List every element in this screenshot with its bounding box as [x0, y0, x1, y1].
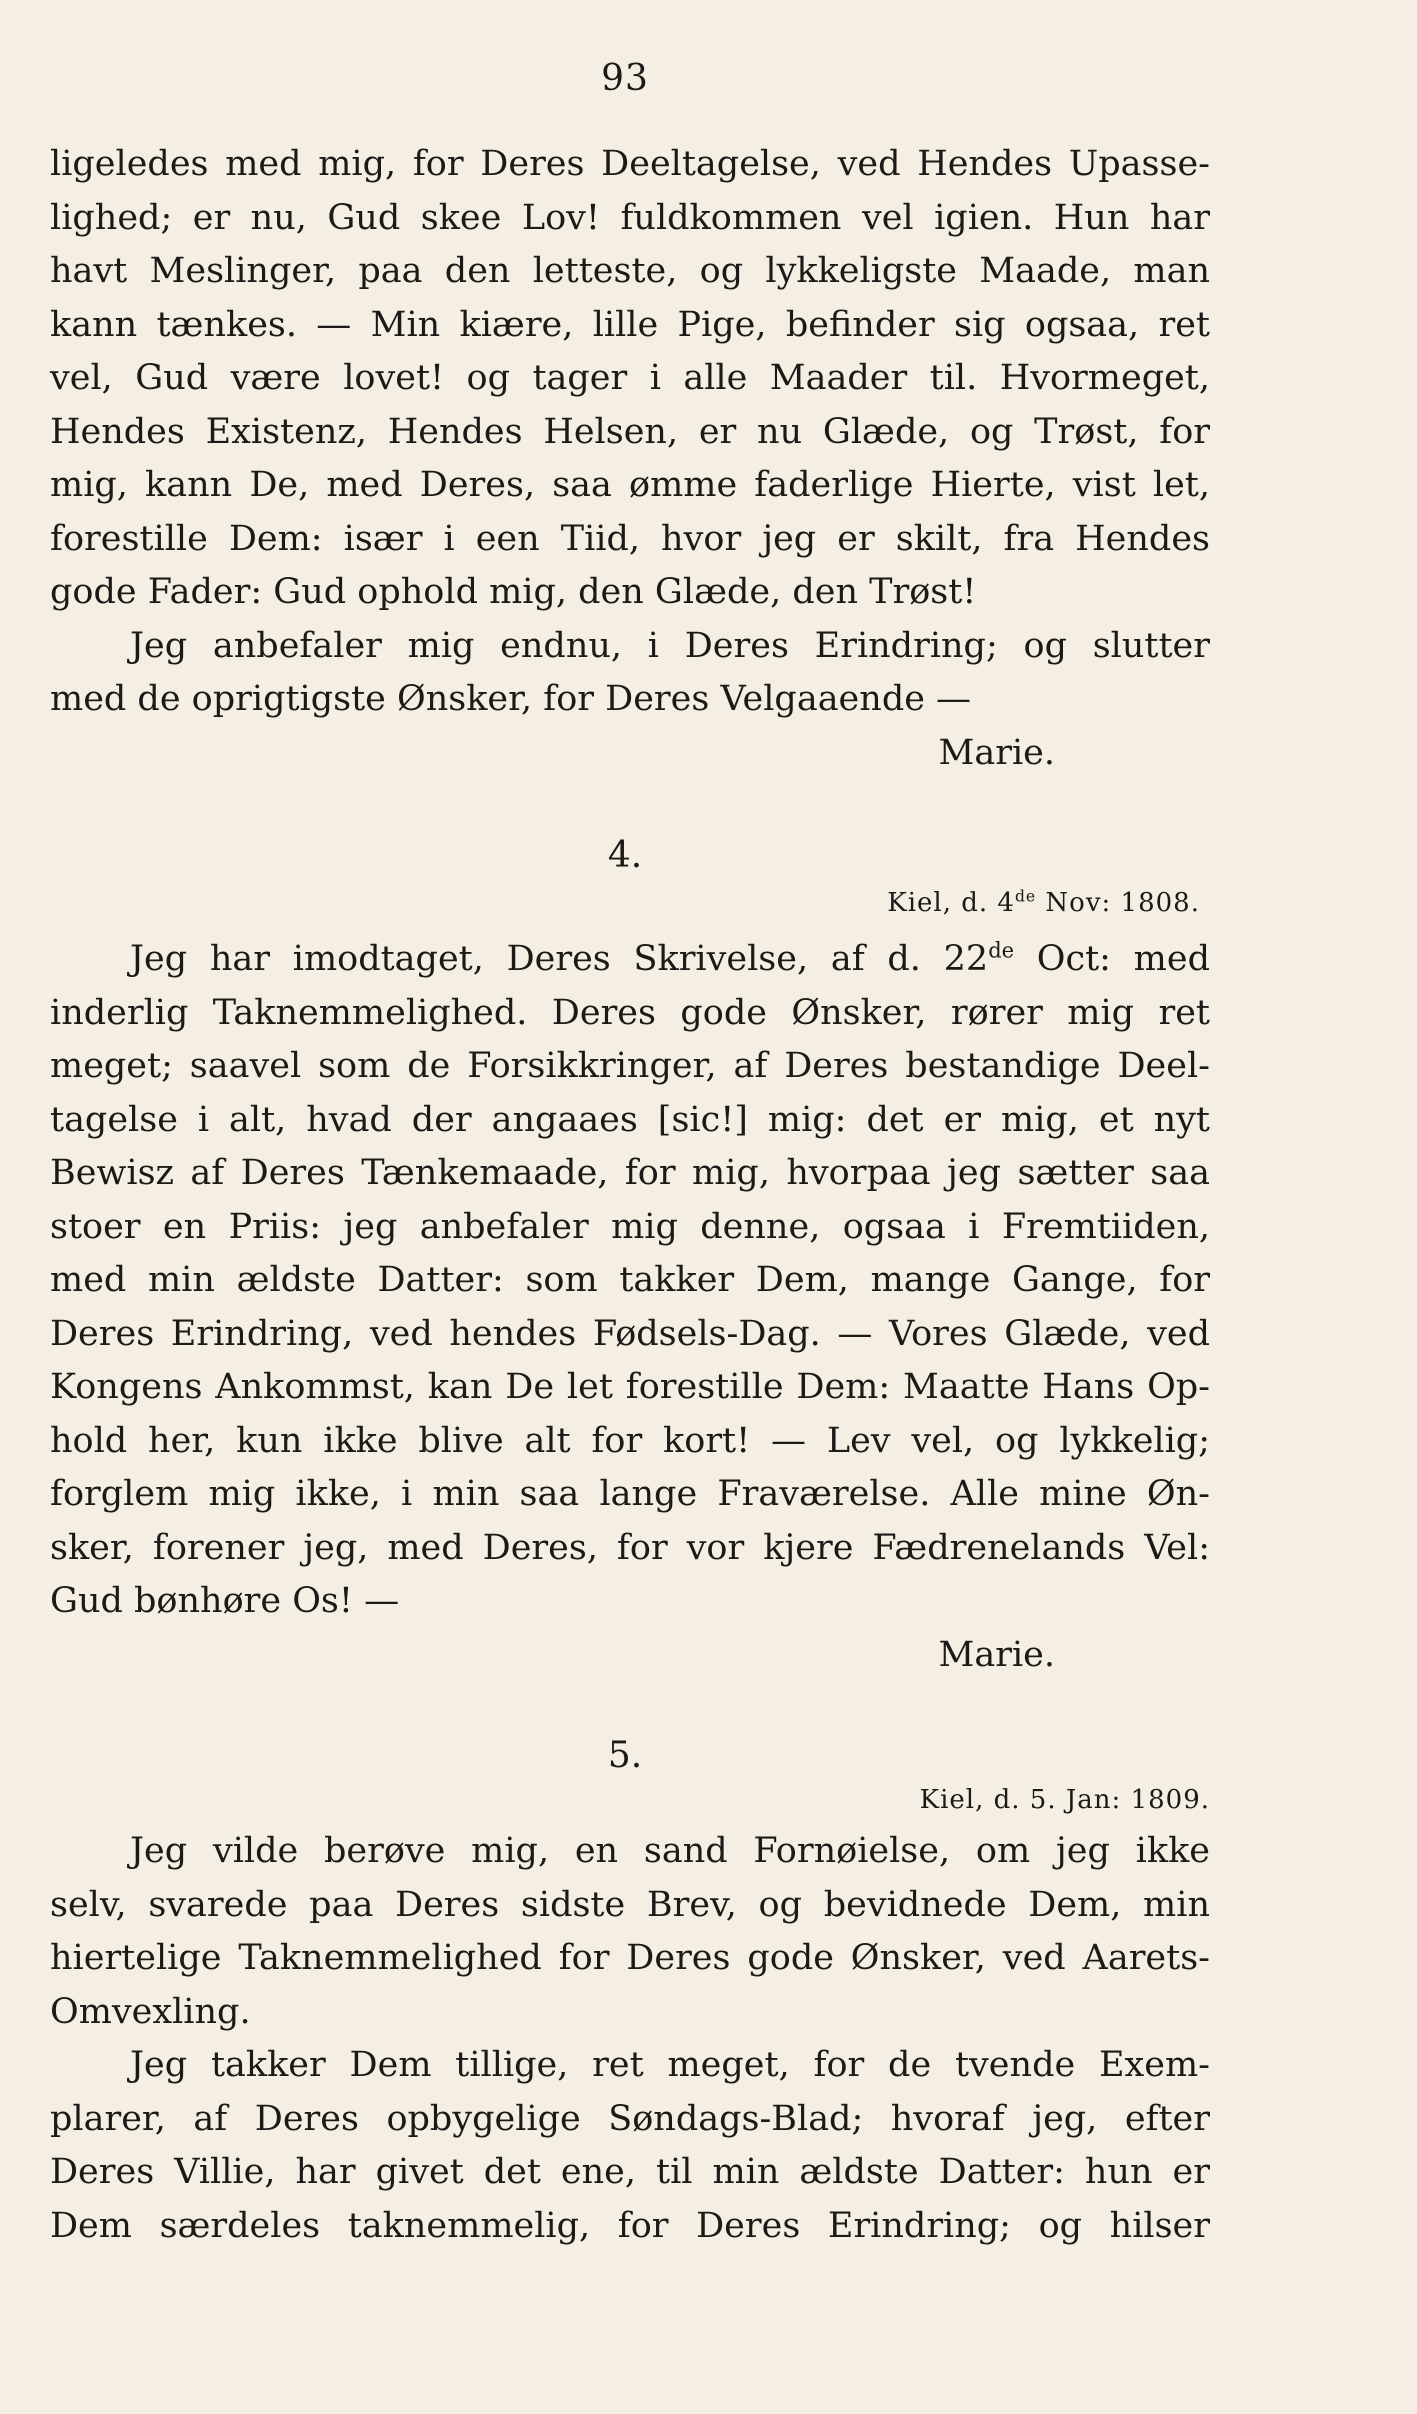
- letter-3-continuation: [50, 138, 1210, 780]
- text-line: kann tænkes. — Min kiære, lille Pige, befinder sig ogsaa, ret: [50, 304, 1210, 345]
- text-line: med min ældste Datter: som takker Dem, mange Gange, for: [50, 1260, 1210, 1300]
- text-line: inderlig Taknemmelighed. Deres gode Ønsker, rører mig ret: [50, 992, 1210, 1033]
- text-line: selv, svarede paa Deres sidste Brev, og bevidnede Dem, min: [50, 1884, 1210, 1925]
- text-fragment: Jeg har imodtaget, Deres Skrivelse, af d. 22: [130, 939, 989, 979]
- dateline-row: [50, 888, 1210, 928]
- signature: Marie.: [938, 1634, 1055, 1675]
- text-line: meget; saavel som de Forsikkringer, af Deres bestandige Deel-: [50, 1046, 1210, 1086]
- text-line: forestille Dem: især i een Tiid, hvor jeg er skilt, fra Hendes: [50, 518, 1210, 559]
- section-number: 4.: [607, 835, 643, 876]
- text-line: Jeg takker Dem tillige, ret meget, for de tvende Exem-: [130, 2045, 1210, 2085]
- text-line: med de oprigtigste Ønsker, for Deres Velgaaende —: [50, 679, 972, 719]
- text-line: hold her, kun ikke blive alt for kort! — Lev vel, og lykkelig;: [50, 1420, 1210, 1461]
- text-line: Jeg anbefaler mig endnu, i Deres Erindring; og slutter: [130, 625, 1210, 666]
- text-line: ligeledes med mig, for Deres Deeltagelse, ved Hendes Upasse-: [50, 144, 1210, 184]
- text-line: lighed; er nu, Gud skee Lov! fuldkommen vel igien. Hun har: [50, 197, 1210, 238]
- date-superscript: de: [1014, 887, 1037, 906]
- text-line: havt Meslinger, paa den letteste, og lykkeligste Maade, man: [50, 251, 1210, 291]
- text-line: [50, 933, 1210, 987]
- text-line: tagelse i alt, hvad der angaaes [sic!] mig: det er mig, et nyt: [50, 1099, 1210, 1140]
- text-line: sker, forener jeg, med Deres, for vor kjere Fædrenelands Vel:: [50, 1527, 1210, 1568]
- dateline-row: [50, 1785, 1210, 1825]
- text-line: Gud bønhøre Os! —: [50, 1581, 400, 1621]
- text-line: hiertelige Taknemmelighed for Deres gode Ønsker, ved Aarets-: [50, 1938, 1210, 1978]
- letter-5-body: [50, 1825, 1210, 2253]
- signature: Marie.: [938, 732, 1055, 773]
- superscript: de: [988, 938, 1015, 963]
- letter-date: Kiel, d. 5. Jan: 1809.: [919, 1785, 1210, 1815]
- letter-date: [887, 888, 1200, 918]
- text-line: Deres Erindring, ved hendes Fødsels-Dag. — Vores Glæde, ved: [50, 1313, 1210, 1354]
- text-line: forglem mig ikke, i min saa lange Fraværelse. Alle mine Øn-: [50, 1474, 1210, 1514]
- text-line: Dem særdeles taknemmelig, for Deres Erindring; og hilser: [50, 2205, 1210, 2246]
- text-line: Deres Villie, har givet det ene, til min ældste Datter: hun er: [50, 2152, 1210, 2192]
- date-text: Kiel, d. 4: [887, 888, 1015, 918]
- page-number: 93: [601, 58, 649, 99]
- section-number: 5.: [607, 1735, 643, 1776]
- text-line: Hendes Existenz, Hendes Helsen, er nu Glæde, og Trøst, for: [50, 411, 1210, 452]
- letter-4-body: [50, 933, 1210, 1682]
- text-line: gode Fader: Gud ophold mig, den Glæde, den Trøst!: [50, 572, 977, 612]
- text-line: Omvexling.: [50, 1991, 251, 2032]
- text-line: plarer, af Deres opbygelige Søndags-Blad; hvoraf jeg, efter: [50, 2098, 1210, 2139]
- text-line: Kongens Ankommst, kan De let forestille Dem: Maatte Hans Op-: [50, 1367, 1210, 1407]
- text-line: Bewisz af Deres Tænkemaade, for mig, hvorpaa jeg sætter saa: [50, 1153, 1210, 1193]
- text-line: vel, Gud være lovet! og tager i alle Maader til. Hvormeget,: [50, 358, 1210, 398]
- date-text: Nov: 1808.: [1036, 888, 1200, 918]
- text-line: mig, kann De, med Deres, saa ømme faderlige Hierte, vist let,: [50, 465, 1210, 505]
- text-fragment: Oct: med: [1014, 939, 1210, 979]
- text-line: stoer en Priis: jeg anbefaler mig denne, ogsaa i Fremtiiden,: [50, 1206, 1210, 1247]
- text-line: Jeg vilde berøve mig, en sand Fornøielse, om jeg ikke: [130, 1831, 1210, 1871]
